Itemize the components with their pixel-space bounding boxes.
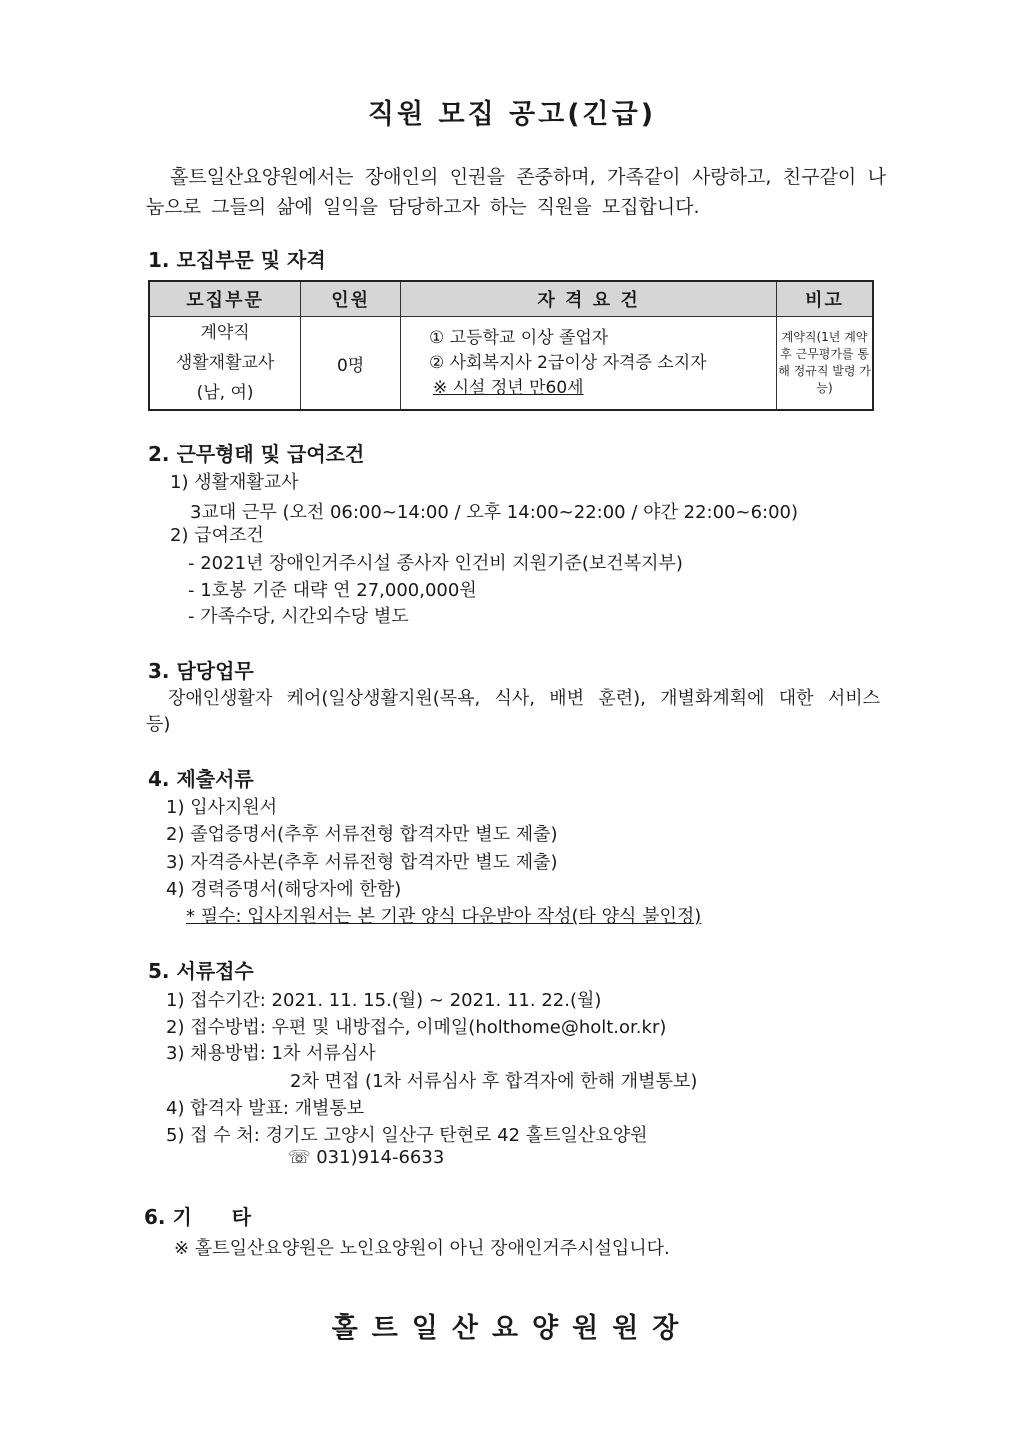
signature: 홀트일산요양원원장 [331, 1313, 693, 1344]
required-note: * 필수: 입사지원서는 본 기관 양식 다운받아 작성(타 양식 불인정) [186, 906, 702, 927]
result-announcement: 4) 합격자 발표: 개별통보 [166, 1098, 365, 1119]
section3-heading: 3. 담당업무 [148, 659, 254, 683]
section2-heading: 2. 근무형태 및 급여조건 [148, 442, 365, 466]
intro-text: 홀트일산요양원에서는 장애인의 인권을 존중하며, 가족같이 사랑하고, 친구같이 나눔으로 그들의 삶에 일익을 담당하고자 하는 직원을 모집합니다. [146, 166, 886, 218]
work-item-title: 1) 생활재활교사 [170, 472, 299, 493]
document-item: 3) 자격증사본(추후 서류전형 합격자만 별도 제출) [166, 852, 558, 873]
submission-address: 5) 접 수 처: 경기도 고양시 일산구 탄현로 42 홀트일산요양원 [166, 1125, 648, 1146]
section4-heading: 4. 제출서류 [148, 767, 254, 791]
qualification-item: ① 고등학교 이상 졸업자 [428, 327, 609, 348]
document-item: 2) 졸업증명서(추후 서류전형 합격자만 별도 제출) [166, 824, 558, 845]
hiring-process-step2: 2차 면접 (1차 서류심사 후 합격자에 한해 개별통보) [290, 1071, 698, 1092]
salary-line: - 1호봉 기준 대략 연 27,000,000원 [188, 580, 477, 601]
document-item: 1) 입사지원서 [166, 797, 278, 818]
duties-text: 장애인생활자 케어(일상생활지원(목욕, 식사, 배변 훈련), 개별화계획에 대한 서비스 등) [146, 688, 880, 735]
section5-heading: 5. 서류접수 [148, 959, 254, 983]
division-line: 생활재활교사 [175, 353, 275, 373]
intro-paragraph [146, 162, 886, 222]
qualification-item: ② 사회복지사 2급이상 자격증 소지자 [428, 352, 707, 373]
salary-line: - 가족수당, 시간외수당 별도 [188, 606, 409, 627]
header-qualification: 자 격 요 건 [400, 281, 776, 317]
qualification-item: ※ 시설 정년 만60세 [432, 377, 584, 398]
contact-phone: ☏ 031)914-6633 [288, 1147, 445, 1168]
table-header-row [149, 281, 873, 317]
division-cell [149, 317, 301, 411]
remark-cell: 계약직(1년 계약 후 근무평가를 통해 정규직 발령 가능) [777, 317, 873, 411]
division-line: 계약직 [200, 323, 250, 343]
count-cell: 0명 [301, 317, 401, 411]
age-limit-wrap [429, 376, 775, 401]
header-remark: 비고 [777, 281, 873, 317]
hiring-process: 3) 채용방법: 1차 서류심사 [166, 1043, 376, 1064]
recruitment-table [148, 280, 874, 411]
salary-line: - 2021년 장애인거주시설 종사자 인건비 지원기준(보건복지부) [188, 553, 683, 574]
duties-paragraph [146, 686, 880, 738]
page-title: 직원 모집 공고(긴급) [367, 99, 657, 130]
application-method: 2) 접수방법: 우편 및 내방접수, 이메일(holthome@holt.or.kr) [166, 1017, 667, 1038]
table-row [149, 317, 873, 411]
section1-heading: 1. 모집부문 및 자격 [148, 248, 326, 272]
header-division: 모집부문 [149, 281, 301, 317]
qualification-cell [400, 317, 776, 411]
header-count: 인원 [301, 281, 401, 317]
division-line: (남, 여) [196, 383, 254, 403]
salary-title: 2) 급여조건 [170, 525, 264, 546]
application-period: 1) 접수기간: 2021. 11. 15.(월) ~ 2021. 11. 22.(월) [166, 990, 602, 1011]
document-item: 4) 경력증명서(해당자에 한함) [166, 879, 402, 900]
facility-note: ※ 홀트일산요양원은 노인요양원이 아닌 장애인거주시설입니다. [174, 1238, 670, 1259]
section6-heading: 6. 기 타 [144, 1205, 252, 1229]
shift-schedule: 3교대 근무 (오전 06:00~14:00 / 오후 14:00~22:00 / 야간 22:00~6:00) [190, 502, 799, 523]
